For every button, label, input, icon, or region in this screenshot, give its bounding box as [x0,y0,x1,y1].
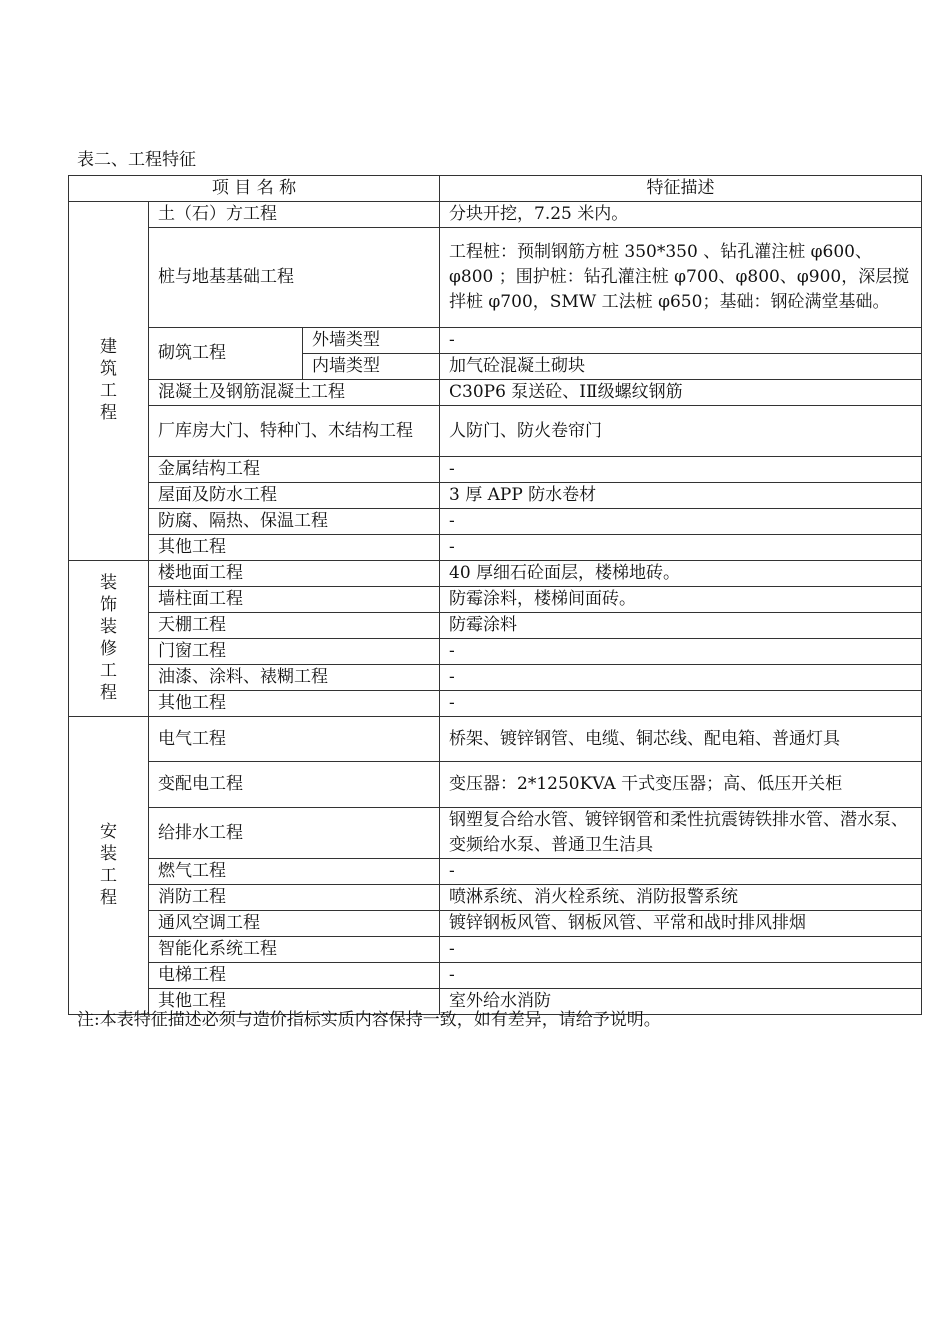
category-installation: 安装工程 [69,717,149,1015]
table-row [69,613,922,639]
item-name: 变配电工程 [149,762,440,808]
item-desc: 人防门、防火卷帘门 [440,406,922,457]
item-desc: 3 厚 APP 防水卷材 [440,483,922,509]
sub-item-name: 内墙类型 [303,354,440,380]
item-desc: - [440,639,922,665]
item-name: 防腐、隔热、保温工程 [149,509,440,535]
item-name: 电梯工程 [149,963,440,989]
item-name: 土（石）方工程 [149,202,440,228]
category-building: 建筑工程 [69,202,149,561]
table-row [69,665,922,691]
item-desc: 工程桩：预制钢筋方桩 350*350 、钻孔灌注桩 φ600、φ800 ；围护桩：钻孔灌注桩 φ700、φ800、φ900，深层搅拌桩 φ700，SMW 工法桩 φ650；基础：钢砼满堂基础。 [440,228,922,328]
item-name: 厂库房大门、特种门、木结构工程 [149,406,440,457]
item-desc: 防霉涂料 [440,613,922,639]
item-name: 消防工程 [149,885,440,911]
item-desc: - [440,963,922,989]
table-row [69,228,922,328]
item-name: 天棚工程 [149,613,440,639]
item-desc: 桥架、镀锌钢管、电缆、铜芯线、配电箱、普通灯具 [440,717,922,762]
item-desc: - [440,457,922,483]
table-row [69,561,922,587]
item-desc: - [440,691,922,717]
sub-item-name: 外墙类型 [303,328,440,354]
table-row [69,202,922,228]
item-desc: 钢塑复合给水管、镀锌钢管和柔性抗震铸铁排水管、潜水泵、变频给水泵、普通卫生洁具 [440,808,922,859]
item-desc: - [440,859,922,885]
item-desc: 40 厚细石砼面层，楼梯地砖。 [440,561,922,587]
item-desc: 镀锌钢板风管、钢板风管、平常和战时排风排烟 [440,911,922,937]
item-desc: 防霉涂料，楼梯间面砖。 [440,587,922,613]
table-row [69,483,922,509]
table-row [69,691,922,717]
item-desc: - [440,665,922,691]
item-desc: - [440,509,922,535]
table-row [69,937,922,963]
table-row [69,328,922,354]
item-name: 智能化系统工程 [149,937,440,963]
item-desc: - [440,328,922,354]
item-name: 其他工程 [149,989,440,1015]
table-row [69,762,922,808]
table-row [69,885,922,911]
table-row [69,963,922,989]
item-desc: 变压器：2*1250KVA 干式变压器；高、低压开关柜 [440,762,922,808]
item-desc: 喷淋系统、消火栓系统、消防报警系统 [440,885,922,911]
item-name: 金属结构工程 [149,457,440,483]
table-row [69,717,922,762]
item-name: 给排水工程 [149,808,440,859]
table-row [69,808,922,859]
item-desc: - [440,535,922,561]
engineering-features-table [68,175,922,1015]
item-name: 通风空调工程 [149,911,440,937]
item-name: 桩与地基基础工程 [149,228,440,328]
item-name: 墙柱面工程 [149,587,440,613]
item-desc: 分块开挖，7.25 米内。 [440,202,922,228]
item-name: 其他工程 [149,535,440,561]
item-desc: - [440,937,922,963]
table-header-row [69,176,922,202]
table-row [69,587,922,613]
item-name: 其他工程 [149,691,440,717]
item-name: 燃气工程 [149,859,440,885]
item-name: 楼地面工程 [149,561,440,587]
item-desc: C30P6 泵送砼、ⅠⅡ级螺纹钢筋 [440,380,922,406]
header-feature-desc: 特征描述 [440,176,922,202]
table-row [69,457,922,483]
table-row [69,639,922,665]
item-name: 混凝土及钢筋混凝土工程 [149,380,440,406]
table-row [69,406,922,457]
item-name: 门窗工程 [149,639,440,665]
item-name: 屋面及防水工程 [149,483,440,509]
table-note: 注:本表特征描述必须与造价指标实质内容保持一致，如有差异，请给予说明。 [77,1010,661,1030]
table-caption: 表二、工程特征 [77,150,196,170]
table-row [69,911,922,937]
table-row [69,859,922,885]
item-desc: 室外给水消防 [440,989,922,1015]
item-name: 砌筑工程 [149,328,303,380]
table-row [69,509,922,535]
item-name: 电气工程 [149,717,440,762]
category-decoration: 装饰装修工程 [69,561,149,717]
item-desc: 加气砼混凝土砌块 [440,354,922,380]
item-name: 油漆、涂料、裱糊工程 [149,665,440,691]
header-item-name: 项 目 名 称 [69,176,440,202]
table-row [69,380,922,406]
table-row [69,535,922,561]
